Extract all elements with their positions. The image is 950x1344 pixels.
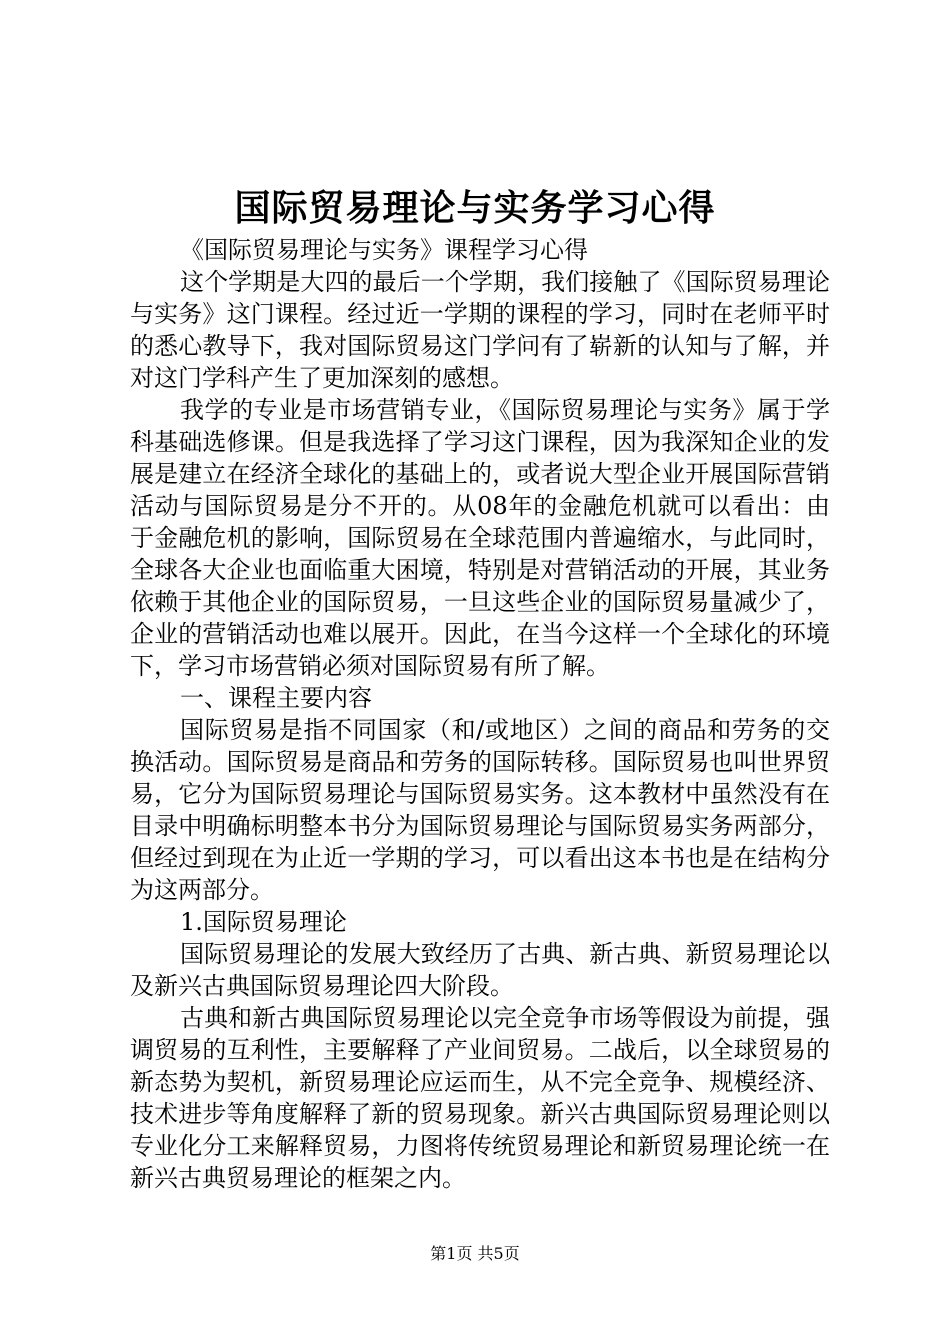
paragraph-major: 我学的专业是市场营销专业，《国际贸易理论与实务》属于学科基础选修课。但是我选择了学习这门课程，因为我深知企业的发展是建立在经济全球化的基础上的，或者说大型企业开展国际营销活动与国际贸易是分不开的。从08年的金融危机就可以看出：由于金融危机的影响，国际贸易在全球范围内普遍缩水，与此同时，全球各大企业也面临重大困境，特别是对营销活动的开展，其业务依赖于其他企业的国际贸易，一旦这些企业的国际贸易量减少了，企业的营销活动也难以展开。因此，在当今这样一个全球化的环境下，学习市场营销必须对国际贸易有所了解。 <box>130 396 830 680</box>
paragraph-intro: 这个学期是大四的最后一个学期，我们接触了《国际贸易理论与实务》这门课程。经过近一学期的课程的学习，同时在老师平时的悉心教导下，我对国际贸易这门学问有了崭新的认知与了解，并对这门学科产生了更加深刻的感想。 <box>130 268 830 392</box>
paragraph-definition: 国际贸易是指不同国家（和/或地区）之间的商品和劳务的交换活动。国际贸易是商品和劳务的国际转移。国际贸易也叫世界贸易，它分为国际贸易理论与国际贸易实务。这本教材中虽然没有在目录中明确标明整本书分为国际贸易理论与国际贸易实务两部分，但经过到现在为止近一学期的学习，可以看出这本书也是在结构分为这两部分。 <box>130 716 830 904</box>
document-body <box>130 234 830 1194</box>
page-number-footer: 第1页 共5页 <box>430 1244 520 1263</box>
paragraph-theory-stages: 国际贸易理论的发展大致经历了古典、新古典、新贸易理论以及新兴古典国际贸易理论四大阶段。 <box>130 940 830 1000</box>
section-heading-course-content: 一、课程主要内容 <box>180 684 372 712</box>
document-title: 国际贸易理论与实务学习心得 <box>234 187 716 229</box>
subsection-heading-trade-theory: 1.国际贸易理论 <box>180 908 347 936</box>
paragraph-theory-details: 古典和新古典国际贸易理论以完全竞争市场等假设为前提，强调贸易的互利性，主要解释了产业间贸易。二战后，以全球贸易的新态势为契机，新贸易理论应运而生，从不完全竞争、规模经济、技术进步等角度解释了新的贸易现象。新兴古典国际贸易理论则以专业化分工来解释贸易，力图将传统贸易理论和新贸易理论统一在新兴古典贸易理论的框架之内。 <box>130 1004 830 1192</box>
paragraph-subtitle: 《国际贸易理论与实务》课程学习心得 <box>180 236 588 264</box>
